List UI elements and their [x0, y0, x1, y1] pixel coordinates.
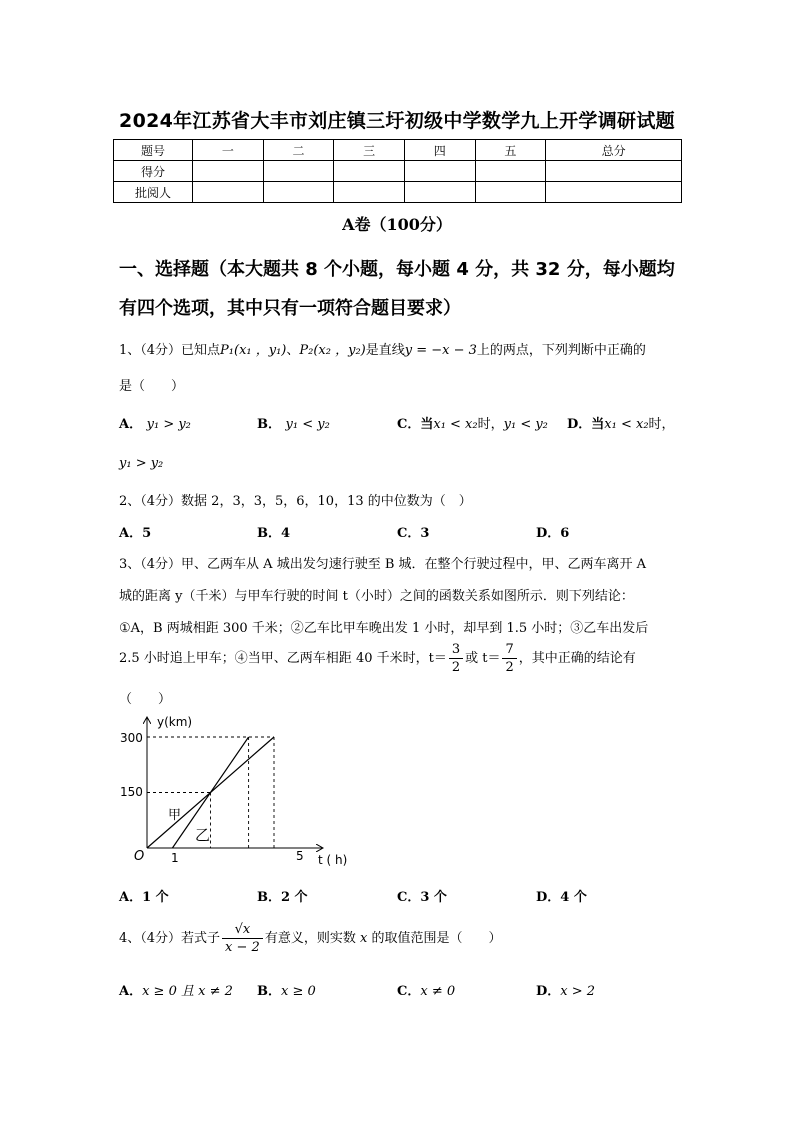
score-row-label: 批阅人 [114, 182, 193, 203]
section-a-heading: A卷（100分） [342, 215, 452, 234]
q1-point1: P₁(x₁ ，y₁) [220, 343, 287, 358]
q2-option-a[interactable]: A．5 [119, 526, 152, 541]
score-table-header-row [114, 140, 682, 161]
q3-fraction-2: $\frac{7}{2}$ [502, 641, 516, 676]
line-label-yi: 乙 [195, 826, 211, 844]
q3-option-b[interactable]: B．2 个 [257, 890, 308, 905]
section1-heading-line2: 有四个选项，其中只有一项符合题目要求） [119, 298, 461, 319]
q3-stem-line4: 2.5 小时追上甲车；④当甲、乙两车相距 40 千米时，t＝ $\frac{3}{2}$ 或 t＝ $\frac{7}{2}$ ，其中正确的结论有 [119, 642, 636, 675]
q4-option-a[interactable]: A．x ≥ 0 且 x ≠ 2 [119, 984, 233, 999]
q4-fraction: $\frac{√x}{x - 2}$ [222, 921, 263, 956]
q1-point2: P₂(x₂ ，y₂) [299, 343, 366, 358]
x-tick-label: 1 [171, 851, 179, 865]
score-header-cell: 五 [475, 140, 546, 161]
origin-label: O [134, 849, 145, 864]
q4-stem: 4、（4分）若式子 $\frac{√x}{x - 2}$ 有意义，则实数 x 的取值范围是（ ） [119, 922, 502, 955]
score-header-cell: 三 [334, 140, 405, 161]
score-cell[interactable] [546, 161, 682, 182]
q1-option-b[interactable]: B． y₁ < y₂ [257, 417, 330, 432]
score-header-cell: 题号 [114, 140, 193, 161]
score-cell[interactable] [263, 182, 334, 203]
q3-option-c[interactable]: C．3 个 [397, 890, 447, 905]
q4-variable: x [359, 931, 368, 946]
q4-option-b[interactable]: B．x ≥ 0 [257, 984, 316, 999]
q1-stem-cont: 是（ ） [119, 379, 185, 394]
score-header-cell: 总分 [546, 140, 682, 161]
q3-stem-line3: ①A，B 两城相距 300 千米；②乙车比甲车晚出发 1 小时，却早到 1.5 小时；③乙车出发后 [119, 621, 649, 636]
q2-option-b[interactable]: B．4 [257, 526, 291, 541]
q1-prefix: 1、（4分）已知点 [119, 343, 221, 358]
distance-time-graph [110, 712, 360, 872]
q3-stem-line2: 城的距离 y（千米）与甲车行驶的时间 t（小时）之间的函数关系如图所示．则下列结论： [119, 589, 634, 604]
score-header-cell: 四 [404, 140, 475, 161]
q1-mid: 是直线 [365, 343, 405, 358]
score-cell[interactable] [193, 161, 264, 182]
q2-option-c[interactable]: C．3 [397, 526, 430, 541]
section1-heading-line1: 一、选择题（本大题共 8 个小题，每小题 4 分，共 32 分，每小题均 [119, 259, 675, 280]
q4-option-c[interactable]: C．x ≠ 0 [397, 984, 456, 999]
score-table-row [114, 182, 682, 203]
exam-title: 2024年江苏省大丰市刘庄镇三圩初级中学数学九上开学调研试题 [119, 110, 675, 132]
score-cell[interactable] [263, 161, 334, 182]
x-tick-label: 5 [296, 849, 304, 863]
y-tick-label: 300 [120, 731, 143, 745]
line-label-jia: 甲 [168, 808, 182, 823]
q1-option-a[interactable]: A． y₁ > y₂ [119, 417, 191, 432]
score-table-row [114, 161, 682, 182]
score-cell[interactable] [334, 182, 405, 203]
q1-option-d[interactable]: D．当x₁ < x₂时， [567, 417, 675, 432]
score-cell[interactable] [475, 161, 546, 182]
q3-fraction-1: $\frac{3}{2}$ [449, 641, 463, 676]
score-table [113, 139, 682, 203]
q3-stem-line1: 3、（4分）甲、乙两车从 A 城出发匀速行驶至 B 城．在整个行驶过程中，甲、乙两车离开 A [119, 557, 647, 572]
q1-option-c[interactable]: C．当x₁ < x₂时，y₁ < y₂ [397, 417, 548, 432]
score-cell[interactable] [475, 182, 546, 203]
q2-option-d[interactable]: D．6 [536, 526, 570, 541]
q3-stem-cont: （ ） [119, 692, 172, 707]
y-axis-label: y(km) [157, 715, 193, 729]
q1-line-equation: y = −x − 3 [404, 343, 477, 358]
y-tick-label: 150 [120, 785, 143, 799]
score-cell[interactable] [334, 161, 405, 182]
score-header-cell: 一 [193, 140, 264, 161]
q1-option-d-value: y₁ > y₂ [119, 456, 164, 471]
q4-option-d[interactable]: D．x > 2 [536, 984, 596, 999]
q1-sep: 、 [286, 343, 300, 358]
q1-stem [119, 339, 646, 358]
q3-option-a[interactable]: A．1 个 [119, 890, 169, 905]
score-cell[interactable] [404, 182, 475, 203]
x-axis-label: t ( h) [318, 853, 348, 867]
q2-stem: 2、（4分）数据 2，3，3，5，6，10，13 的中位数为（ ） [119, 494, 472, 509]
score-cell[interactable] [404, 161, 475, 182]
score-row-label: 得分 [114, 161, 193, 182]
q3-option-d[interactable]: D．4 个 [536, 890, 587, 905]
score-header-cell: 二 [263, 140, 334, 161]
score-cell[interactable] [193, 182, 264, 203]
score-cell[interactable] [546, 182, 682, 203]
q1-suffix: 上的两点，下列判断中正确的 [476, 343, 646, 358]
